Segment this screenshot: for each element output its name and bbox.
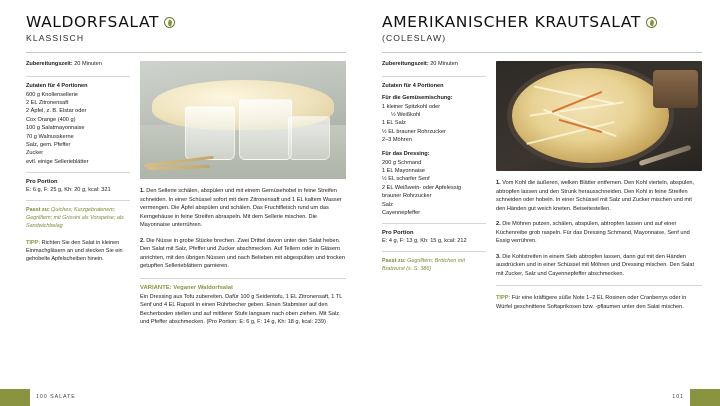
right-info-column — [382, 61, 486, 311]
left-tip — [26, 239, 130, 264]
right-group2-list — [382, 159, 486, 218]
list-item: 200 g Schmand — [382, 159, 422, 166]
step-text: Den Sellerie schälen, abspülen und mit einem Gemüsehobel in feine Streifen schneiden. In einer Schüssel sofort mit dem Zitronensaft und 1 EL kaltem Wasser vermengen. Die Äpfel abspülen und schälen. Das Fruchtfleisch rund um das Kerngehäuse in feine Streifen abraspeln. Mit dem Sellerie mischen. Die Mayonnaise unterrühren. — [140, 188, 342, 229]
list-item: 2 Äpfel, z. B. Elstar oder — [26, 108, 87, 115]
coleslaw-photo — [496, 61, 702, 171]
left-recipe-title-text: WALDORFSALAT — [26, 13, 160, 31]
list-item: Cox Orange (400 g) — [26, 116, 76, 123]
right-tip — [496, 294, 702, 311]
left-ingredients-heading: Zutaten für 4 Portionen — [26, 82, 88, 89]
right-ingredients-heading: Zutaten für 4 Portionen — [382, 82, 444, 89]
left-passt-zu — [26, 207, 130, 230]
step-text: Die Möhren putzen, schälen, abspülen, abtropfen lassen und auf einer Küchenreibe grob raspeln. Für das Dressing Schmand, Mayonnaise, Senf und Essig verrühren. — [496, 221, 690, 245]
photo-glass-1 — [185, 106, 234, 160]
left-ingredients-list — [26, 91, 130, 167]
right-group1-heading: Für die Gemüsemischung: — [382, 94, 453, 101]
folio-color-tab — [690, 389, 720, 406]
folio-color-tab — [0, 389, 30, 406]
left-prep-label: Zubereitungszeit: — [26, 61, 73, 68]
right-passt-label: Passt zu: — [382, 258, 406, 265]
vegetarian-leaf-icon — [646, 17, 657, 28]
left-passt-text: Quiches; Kurzgebratenem; Gegrilltem; mit Grissini als Vorspeise; als Sandwichbelag — [26, 207, 124, 229]
left-tip-text: Richten Sie den Salat in kleinen Einmachgläsern an und stecken Sie ein gehobelte Apfelscheiben hinein. — [26, 239, 123, 263]
vegetarian-leaf-icon — [164, 17, 175, 28]
list-item: 1 EL Salz — [382, 120, 406, 127]
left-steps — [140, 187, 346, 271]
right-columns — [382, 61, 702, 311]
step-number: 1. — [496, 180, 501, 187]
list-item: 600 g Knollensellerie — [26, 91, 78, 98]
right-passt-text: Gegrilltem; Brötchen mit Bratwurst (s. S. 386) — [382, 258, 465, 273]
list-item: ½ Weißkohl — [391, 112, 421, 119]
list-item — [140, 187, 346, 230]
right-divider-2 — [382, 223, 486, 224]
list-item: 1 kleiner Spitzkohl oder — [382, 103, 441, 110]
folio-label: SALATE — [50, 394, 76, 400]
folio-text — [36, 394, 76, 401]
left-divider-3 — [26, 200, 130, 201]
folio-number: 100 — [36, 394, 48, 400]
right-recipe-subtitle: (COLESLAW) — [382, 33, 447, 44]
step-text: Die Kohlstreifen in einem Sieb abtropfen lassen, dann gut mit den Händen ausdrücken und in einer Schüssel mit Möhren und Dressing mischen. Den Salat mit Zucker, Salz und Cayennepfeffer abschmecken. — [496, 253, 695, 277]
step-number: 2. — [140, 237, 145, 244]
list-item: 2–3 Möhren — [382, 137, 412, 144]
left-variant-heading: VARIANTE: Veganer Waldorfsalat — [140, 284, 233, 291]
right-steps — [496, 179, 702, 278]
list-item: Zucker — [26, 150, 44, 157]
list-item: Salz, gem. Pfeffer — [26, 141, 71, 148]
step-number: 1. — [140, 188, 145, 195]
left-prep-time — [26, 61, 130, 68]
right-group2-heading: Für das Dressing: — [382, 150, 430, 157]
list-item — [496, 220, 702, 246]
left-title-divider — [26, 52, 346, 53]
list-item — [496, 179, 702, 213]
step-text: Die Nüsse in grobe Stücke brechen. Zwei Drittel davon unter den Salat heben. Den Salat mit Salz, Pfeffer und Zucker abschmecken. Auf Tellern oder in Gläsern anrichten, mit den übrigen Nüssen und nach Belieben mit abgespülten und trocken getupften Sellerieblättern garnieren. — [140, 237, 345, 270]
list-item: ½ EL brauner Rohrzucker — [382, 128, 446, 135]
left-prep-value: 20 Minuten — [74, 61, 102, 68]
right-tip-label: TIPP: — [496, 295, 511, 302]
left-divider-1 — [26, 76, 130, 77]
left-content-column — [140, 61, 346, 326]
right-per-portion-heading: Pro Portion — [382, 230, 414, 237]
step-number: 2. — [496, 221, 501, 228]
list-item — [140, 237, 346, 271]
right-tip-text: Für eine kräftigere süße Note 1–2 EL Rosinen oder Cranberrys oder in Würfel geschnittene Softaprikosen bzw. -pflaumen unter den Salat mischen. — [496, 295, 687, 310]
step-number: 3. — [496, 253, 501, 260]
left-folio — [0, 389, 76, 406]
photo-glass-3 — [288, 116, 329, 161]
photo-jar — [653, 70, 698, 107]
right-recipe-title-text: AMERIKANISCHER KRAUTSALAT — [382, 13, 641, 31]
list-item: evtl. einige Sellerieblätter — [26, 158, 89, 165]
right-folio — [672, 389, 720, 406]
step-text: Vom Kohl die äußeren, welken Blätter entfernen. Den Kohl vierteln, abspülen, abtropfen lassen und den Strunk herausschneiden. Den Kohl in feine Streifen schneiden oder hobeln. In einer Schüssel mit Salz und Zucker mischen und mit den Händen gut weich kneten. Beiseitestellen. — [496, 180, 695, 212]
photo-glass-2 — [239, 99, 293, 160]
right-content-column — [496, 61, 702, 311]
list-item: 1 EL Mayonnaise — [382, 167, 426, 174]
right-prep-value: 20 Minuten — [430, 61, 458, 68]
left-divider-2 — [26, 172, 130, 173]
left-variant-divider — [140, 278, 346, 279]
right-per-portion-values: E: 4 g, F: 13 g, Kh: 15 g, kcal: 212 — [382, 238, 467, 245]
right-page — [360, 0, 720, 406]
list-item: Cayennepfeffer — [382, 209, 421, 216]
list-item: ½ EL scharfer Senf — [382, 176, 430, 183]
left-per-portion-heading: Pro Portion — [26, 179, 58, 186]
list-item: 100 g Salatmayonnaise — [26, 125, 85, 132]
list-item: brauner Rohrzucker — [382, 193, 432, 200]
left-tip-label: TIPP: — [26, 239, 41, 246]
right-divider-1 — [382, 76, 486, 77]
left-variant-text: Ein Dressing aus Tofu zubereiten. Dafür 100 g Seidentofu, 1 EL Zitronensaft, 1 TL Senf und 4 EL Rapsöl in einen Rührbecher geben. Einen Stabmixer auf den Becherboden stellen und auf mittlerer Stufe langsam nach oben ziehen. Mit Salz und Pfeffer abschmecken. (Pro Portion: E: 6 g, F: 14 g, Kh: 18 g, kcal: 239) — [140, 293, 343, 326]
list-item — [496, 253, 702, 279]
list-item: 2 EL Zitronensaft — [26, 100, 69, 107]
left-columns — [26, 61, 346, 326]
left-recipe-subtitle: KLASSISCH — [26, 33, 85, 44]
right-divider-3 — [382, 251, 486, 252]
right-passt-zu — [382, 258, 486, 274]
left-passt-label: Passt zu: — [26, 207, 50, 214]
list-item: 70 g Walnusskerne — [26, 133, 74, 140]
waldorf-salad-photo — [140, 61, 346, 179]
left-recipe-title — [26, 14, 346, 31]
right-tip-divider — [496, 285, 702, 286]
right-group1-list — [382, 103, 486, 145]
right-title-divider — [382, 52, 702, 53]
list-item: 2 EL Weißwein- oder Apfelessig — [382, 184, 461, 191]
right-prep-time — [382, 61, 486, 68]
folio-number: 101 — [672, 394, 684, 400]
right-recipe-title — [382, 14, 702, 31]
list-item: Salz — [382, 201, 393, 208]
left-per-portion-values: E: 6 g, F: 25 g, Kh: 20 g, kcal: 321 — [26, 187, 111, 194]
right-prep-label: Zubereitungszeit: — [382, 61, 429, 68]
left-info-column — [26, 61, 130, 326]
